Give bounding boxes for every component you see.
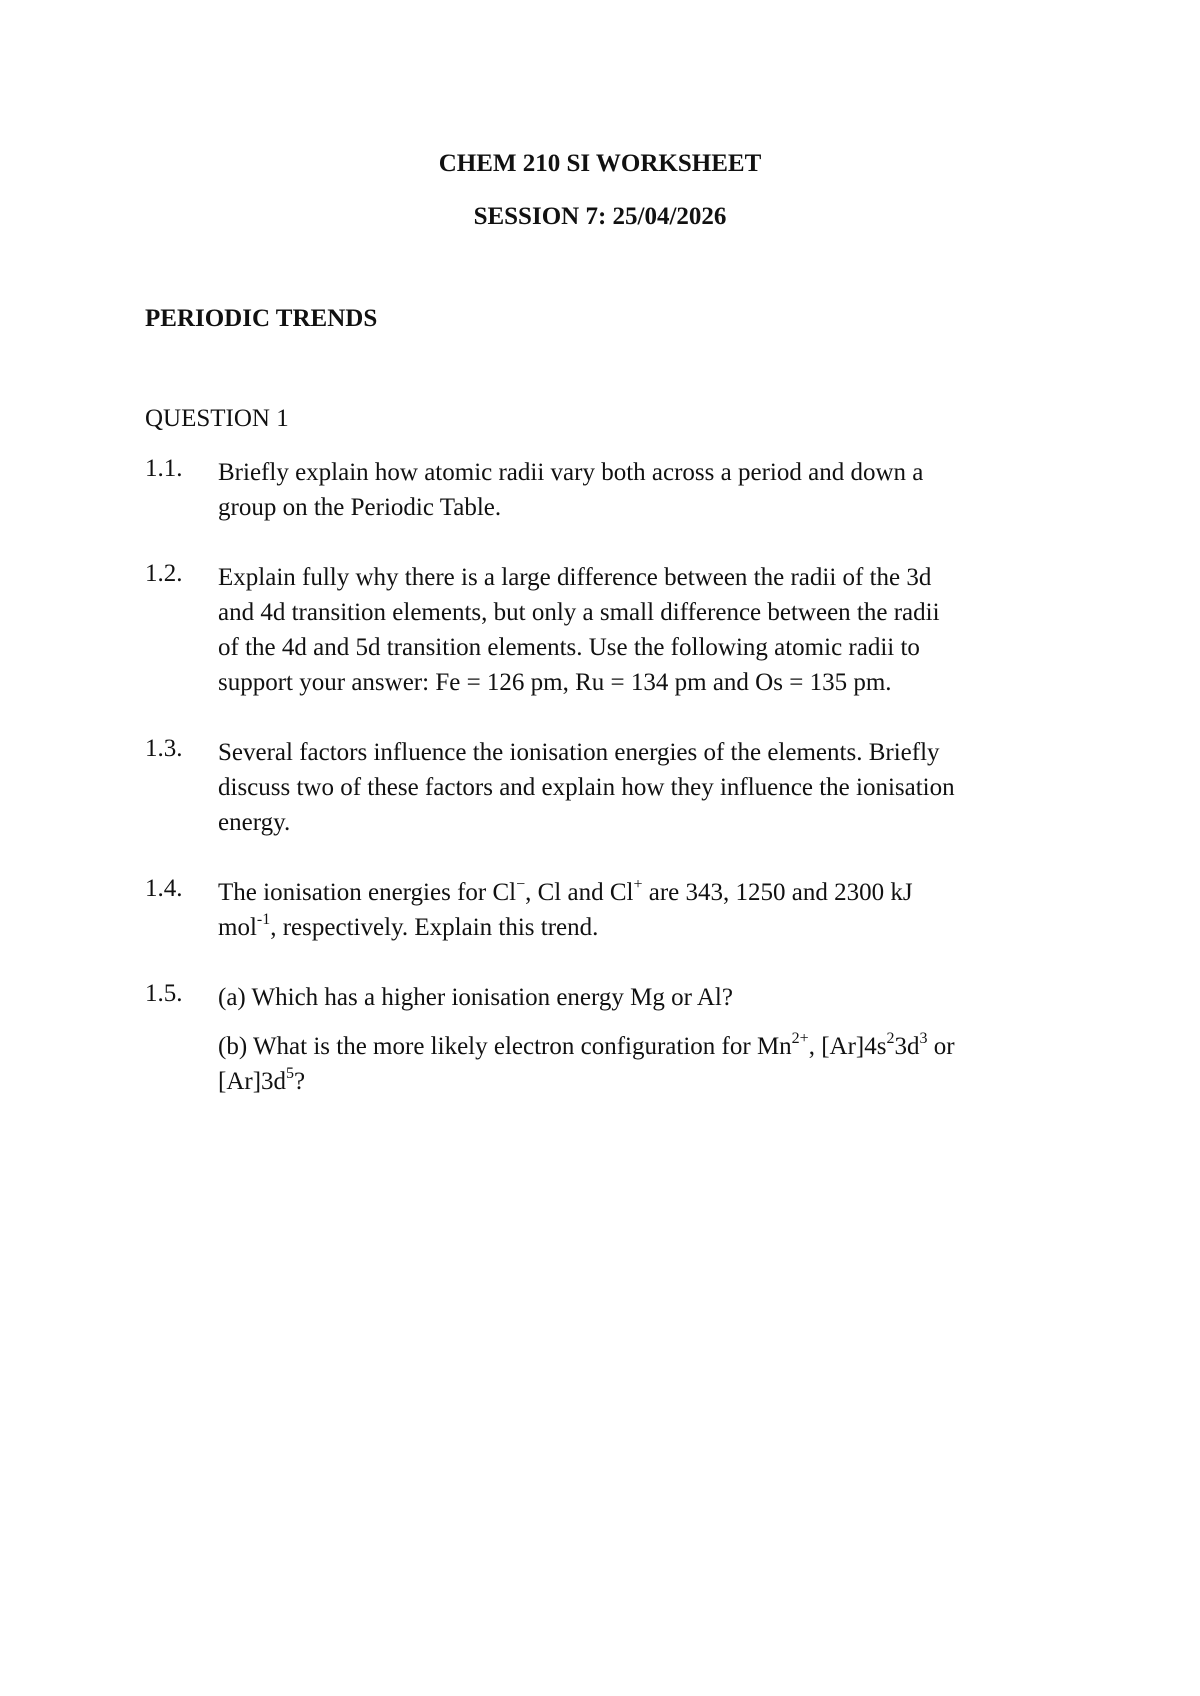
question-label: QUESTION 1 <box>145 405 289 432</box>
item-text <box>218 875 1078 945</box>
item-text <box>218 735 1078 840</box>
item-text <box>218 560 1078 700</box>
item-number: 1.3. <box>145 735 183 762</box>
text-line: group on the Periodic Table. <box>218 494 502 521</box>
text-run: are 343, 1250 and 2300 kJ <box>642 879 913 906</box>
text-run: , Cl and Cl <box>525 879 634 906</box>
item-number: 1.4. <box>145 875 183 902</box>
text-run: , respectively. Explain this trend. <box>270 914 599 941</box>
part-a-text: (a) Which has a higher ionisation energy Mg or Al? <box>218 984 733 1011</box>
text-line: and 4d transition elements, but only a small difference between the radii <box>218 599 940 626</box>
document-title: CHEM 210 SI WORKSHEET <box>438 150 762 177</box>
superscript: 2 <box>886 1029 895 1047</box>
text-line: support your answer: Fe = 126 pm, Ru = 134 pm and Os = 135 pm. <box>218 669 892 696</box>
session-line: SESSION 7: 25/04/2026 <box>473 203 727 230</box>
text-run: (b) What is the more likely electron configuration for Mn <box>218 1033 792 1060</box>
text-run: ? <box>294 1068 306 1095</box>
text-run: mol <box>218 914 257 941</box>
superscript: − <box>516 875 526 893</box>
text-line: of the 4d and 5d transition elements. Use the following atomic radii to <box>218 634 920 661</box>
text-line: Explain fully why there is a large difference between the radii of the 3d <box>218 564 932 591</box>
item-number: 1.1. <box>145 455 183 482</box>
text-run: [Ar]3d <box>218 1068 287 1095</box>
section-heading: PERIODIC TRENDS <box>145 305 378 332</box>
text-line <box>218 910 1078 945</box>
item-number: 1.5. <box>145 980 183 1007</box>
text-line <box>218 875 1078 910</box>
text-run: or <box>927 1033 955 1060</box>
item-text <box>218 980 1078 1099</box>
text-line: Several factors influence the ionisation energies of the elements. Briefly <box>218 739 940 766</box>
superscript: 2+ <box>791 1029 809 1047</box>
text-run: , [Ar]4s <box>808 1033 887 1060</box>
text-line: energy. <box>218 809 291 836</box>
text-line: discuss two of these factors and explain how they influence the ionisation <box>218 774 955 801</box>
part-b-text <box>218 1029 1078 1064</box>
superscript: 5 <box>286 1064 295 1082</box>
item-number: 1.2. <box>145 560 183 587</box>
text-run: 3d <box>894 1033 920 1060</box>
text-run: The ionisation energies for Cl <box>218 879 517 906</box>
superscript: + <box>633 875 643 893</box>
part-b-text-continued <box>218 1064 1078 1099</box>
text-line: Briefly explain how atomic radii vary both across a period and down a <box>218 459 924 486</box>
superscript: 3 <box>919 1029 928 1047</box>
item-text <box>218 455 1078 525</box>
superscript: -1 <box>256 910 271 928</box>
